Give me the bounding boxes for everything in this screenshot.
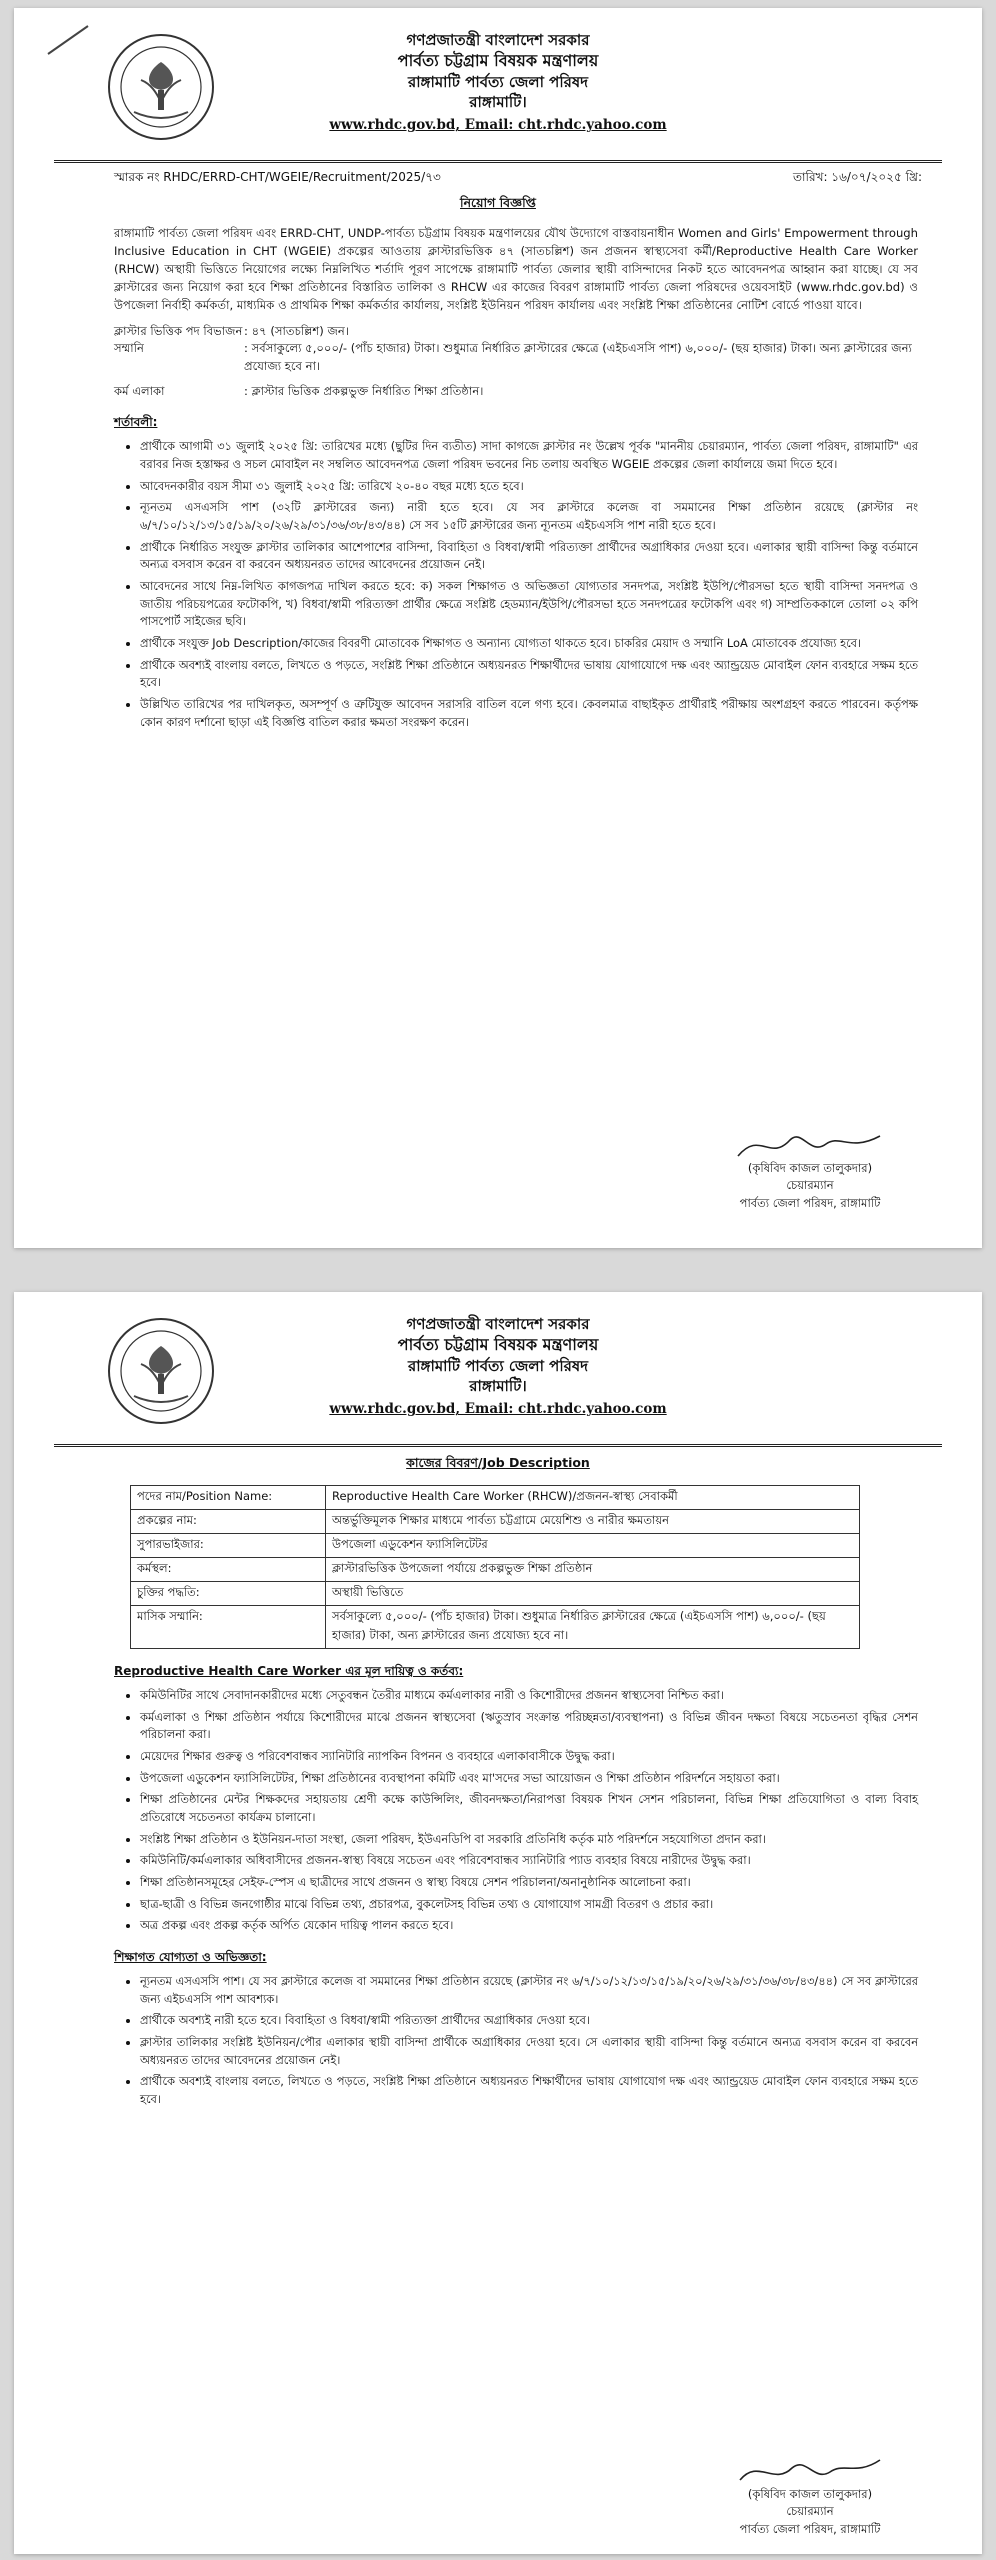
list-item: • কমিউনিটি/কর্মএলাকার অধিবাসীদের প্রজনন-স্বাস্থ্য বিষয়ে সচেতন এবং পরিবেশবান্ধব স্যানিটারি প্যাড ব্যবহার বিষয়ে নারীদের উদ্বুদ্ধ করা।	[140, 1852, 918, 1870]
list-item: • মেয়েদের শিক্ষার গুরুত্ব ও পরিবেশবান্ধব স্যানিটারি ন্যাপকিন বিপনন ও ব্যবহারে এলাকাবাসীকে উদ্বুদ্ধ করা।	[140, 1748, 918, 1766]
list-item: • শিক্ষা প্রতিষ্ঠানের মেন্টর শিক্ষকদের সহায়তায় শ্রেণী কক্ষে কাউন্সিলিং, জীবনদক্ষতা/নিরাপত্তা বিষয়ক শিখন সেশন পরিচালনা, বিভিন্ন শিক্ষা প্রতিযোগিতা ও বাল্য বিবাহ প্রতিরোধে সচেতনতা কার্যক্রম চালানো।	[140, 1791, 918, 1826]
ministry-name: পার্বত্য চট্টগ্রাম বিষয়ক মন্ত্রণালয়	[397, 1335, 599, 1355]
table-key: প্রকল্পের নাম:	[131, 1510, 326, 1534]
list-item: • কমিউনিটির সাথে সেবাদানকারীদের মধ্যে সেতুবন্ধন তৈরীর মাধ্যমে কর্মএলাকার নারী ও কিশোরীদের প্রজনন স্বাস্থ্যসেবা নিশ্চিত করা।	[140, 1687, 918, 1705]
list-item: • ছাত্র-ছাত্রী ও বিভিন্ন জনগোষ্ঠীর মাঝে বিভিন্ন তথ্য, প্রচারপত্র, বুকলেটসহ বিভিন্ন তথ্য ও যোগাযোগ সামগ্রী বিতরণ ও প্রচার করা।	[140, 1896, 918, 1914]
memo-date: তারিখ: ১৬/০৭/২০২৫ খ্রি:	[793, 170, 922, 184]
table-row	[131, 1558, 860, 1582]
letterhead	[14, 8, 982, 158]
list-item: • আবেদনের সাথে নিম্ন-লিখিত কাগজপত্র দাখিল করতে হবে: ক) সকল শিক্ষাগত ও অভিজ্ঞতা যোগ্যতার সনদপত্র, সংশ্লিষ্ট ইউপি/পৌরসভা হতে স্থায়ী বাসিন্দা সনদপত্র ও জাতীয় পরিচয়পত্রের ফটোকপি, খ) বিধবা/স্বামী পরিত্যক্তা প্রার্থীর ক্ষেত্রে সংশ্লিষ্ট হেডম্যান/ইউপি/পৌরসভা হতে সনদপত্রের ফটোকপি এবং গ) সাম্প্রতিককালে তোলা ০২ কপি পাসপোর্ট সাইজের ছবি।	[140, 578, 918, 631]
table-value: অন্তর্ভুক্তিমূলক শিক্ষার মাধ্যমে পার্বত্য চট্টগ্রামে মেয়েশিশু ও নারীর ক্ষমতায়ন	[326, 1510, 860, 1534]
table-value: উপজেলা এডুকেশন ফ্যাসিলিটেটর	[326, 1534, 860, 1558]
list-item: • প্রার্থীকে অবশ্যই বাংলায় বলতে, লিখতে ও পড়তে, সংশ্লিষ্ট শিক্ষা প্রতিষ্ঠানে অধ্যয়নরত শিক্ষার্থীদের ভাষায় যোগাযোগে দক্ষ এবং অ্যান্ড্রয়েড মোবাইল ফোন ব্যবহারে সক্ষম হতে হবে।	[140, 657, 918, 692]
table-key: পদের নাম/Position Name:	[131, 1486, 326, 1510]
govt-name: গণপ্রজাতন্ত্রী বাংলাদেশ সরকার	[406, 31, 590, 49]
list-item: • প্রার্থীকে নির্ধারিত সংযুক্ত ক্লাস্টার তালিকার আশেপাশের বাসিন্দা, বিবাহিতা ও বিধবা/স্বামী পরিত্যক্তা প্রার্থীদের অগ্রাধিকার দেওয়া হবে। এলাকার স্থায়ী বাসিন্দা কিন্তু বর্তমানে অন্যত্র বসবাস করেন বা করবেন অধ্যয়নরত তাদের আবেদনের প্রয়োজন নেই।	[140, 539, 918, 574]
ministry-name: পার্বত্য চট্টগ্রাম বিষয়ক মন্ত্রণালয়	[397, 51, 599, 71]
table-value: ক্লাস্টারভিত্তিক উপজেলা পর্যায়ে প্রকল্পভুক্ত শিক্ষা প্রতিষ্ঠান	[326, 1558, 860, 1582]
job-description-page	[14, 1292, 982, 2554]
list-item: • প্রার্থীকে আগামী ৩১ জুলাই ২০২৫ খ্রি: তারিখের মধ্যে (ছুটির দিন ব্যতীত) সাদা কাগজে ক্লাস্টার নং উল্লেখ পূর্বক "মাননীয় চেয়ারম্যান, পার্বত্য জেলা পরিষদ, রাঙ্গামাটি" এর বরাবর নিজ হস্তাক্ষর ও সচল মোবাইল নং সম্বলিত আবেদনপত্র জেলা পরিষদ ভবনের নিচ তলায় অবস্থিত WGEIE প্রকল্পের জেলা কার্যালয়ে জমা দিতে হবে।	[140, 438, 918, 473]
table-row	[131, 1534, 860, 1558]
header-divider	[54, 160, 942, 163]
signature-block	[730, 2452, 890, 2538]
table-key: মাসিক সম্মানি:	[131, 1606, 326, 1649]
list-item: • প্রার্থীকে সংযুক্ত Job Description/কাজের বিবরণী মোতাবেক শিক্ষাগত ও অন্যান্য যোগ্যতা থাকতে হবে। চাকরির মেয়াদ ও সম্মানি LoA মোতাবেক প্রযোজ্য হবে।	[140, 635, 918, 653]
list-item: • উল্লিখিত তারিখের পর দাখিলকৃত, অসম্পূর্ণ ও ত্রুটিযুক্ত আবেদন সরাসরি বাতিল বলে গণ্য হবে। কেবলমাত্র বাছাইকৃত প্রার্থীরাই পরীক্ষায় অংশগ্রহণ করতে পারবেন। কর্তৃপক্ষ কোন কারণ দর্শানো ছাড়া এই বিজ্ঞপ্তি বাতিল করার ক্ষমতা সংরক্ষণ করেন।	[140, 696, 918, 731]
signatory-office: পার্বত্য জেলা পরিষদ, রাঙ্গামাটি	[739, 2521, 881, 2536]
table-row	[131, 1510, 860, 1534]
notice-intro: রাঙ্গামাটি পার্বত্য জেলা পরিষদ এবং ERRD-CHT, UNDP-পার্বত্য চট্টগ্রাম বিষয়ক মন্ত্রণালয়ের যৌথ উদ্যোগে বাস্তবায়নাধীন Women and Girls' Empowerment through Inclusive Education in CHT (WGEIE) প্রকল্পের আওতায় ক্লাস্টারভিত্তিক ৪৭ (সাতচল্লিশ) জন প্রজনন স্বাস্থ্যসেবা কর্মী/Reproductive Health Care Worker (RHCW) অস্থায়ী ভিত্তিতে নিয়োগের লক্ষ্যে নিম্নলিখিত শর্তাদি পূরণ সাপেক্ষে রাঙ্গামাটি পার্বত্য জেলার স্থায়ী বাসিন্দাদের নিকট হতে আবেদনপত্র আহ্বান করা যাচ্ছে। যে সব ক্লাস্টারের জন্য নিয়োগ করা হবে শিক্ষা প্রতিষ্ঠানের বিস্তারিত তালিকা ও RHCW এর কাজের বিবরণ রাঙ্গামাটি পার্বত্য জেলা পরিষদের ওয়েবসাইট (www.rhdc.gov.bd) ও উপজেলা নির্বাহী কর্মকর্তা, মাধ্যমিক ও প্রাথমিক শিক্ষা কর্মকর্তার কার্যালয়, সংশ্লিষ্ট ইউনিয়ন পরিষদ কার্যালয় এবং সংশ্লিষ্ট শিক্ষা প্রতিষ্ঠানের নোটিশ বোর্ডে পাওয়া যাবে।	[114, 226, 918, 312]
terms-title: শর্তাবলী:	[114, 415, 158, 430]
list-item: • শিক্ষা প্রতিষ্ঠানসমূহের সেইফ-স্পেস এ ছাত্রীদের সাথে প্রজনন ও স্বাস্থ্য বিষয়ে সেশন পরিচালনা/অনানুষ্ঠানিক আলোচনা করা।	[140, 1874, 918, 1892]
table-value: Reproductive Health Care Worker (RHCW)/প্রজনন-স্বাস্থ্য সেবাকর্মী	[326, 1486, 860, 1510]
location: রাঙ্গামাটি।	[469, 1377, 527, 1396]
signature-block	[730, 1126, 890, 1212]
posts-row	[114, 323, 922, 340]
list-item: • ক্লাস্টার তালিকার সংশ্লিষ্ট ইউনিয়ন/পৌর এলাকার স্থায়ী বাসিন্দা প্রার্থীকে অগ্রাধিকার দেওয়া হবে। সে এলাকার স্থায়ী বাসিন্দা কিন্তু বর্তমানে অন্যত্র বসবাস করেন বা করবেন অধ্যয়নরত তাদের আবেদনের প্রয়োজন নেই।	[140, 2034, 918, 2069]
area-label: কর্ম এলাকা	[114, 384, 165, 399]
letterhead	[14, 1292, 982, 1442]
table-row	[131, 1606, 860, 1649]
council-name: রাঙ্গামাটি পার্বত্য জেলা পরিষদ	[407, 72, 589, 91]
list-item: • ন্যূনতম এসএসসি পাশ (৩২টি ক্লাস্টারের জন্য) নারী হতে হবে। যে সব ক্লাস্টারে কলেজ বা সমমানের শিক্ষা প্রতিষ্ঠান রয়েছে (ক্লাস্টার নং ৬/৭/১০/১২/১৩/১৫/১৯/২০/২৬/২৯/৩১/৩৬/৩৮/৪৩/৪৪) সে সব ১৫টি ক্লাস্টারের জন্য ন্যূনতম এইচএসসি পাশ নারী হতে হবে।	[140, 499, 918, 534]
council-name: রাঙ্গামাটি পার্বত্য জেলা পরিষদ	[407, 1356, 589, 1375]
duties-list	[126, 1687, 918, 1935]
district-council-seal-icon	[106, 1316, 216, 1426]
area-row	[114, 383, 922, 400]
list-item: • প্রার্থীকে অবশ্যই বাংলায় বলতে, লিখতে ও পড়তে, সংশ্লিষ্ট শিক্ষা প্রতিষ্ঠানে অধ্যয়নরত শিক্ষার্থীদের ভাষায় যোগাযোগ দক্ষ এবং অ্যান্ড্রয়েড মোবাইল ফোন ব্যবহারে সক্ষম হতে হবে।	[140, 2073, 918, 2108]
signatory-name: (কৃষিবিদ কাজল তালুকদার)	[747, 1161, 873, 1175]
list-item: • অত্র প্রকল্প এবং প্রকল্প কর্তৃক অর্পিত যেকোন দায়িত্ব পালন করতে হবে।	[140, 1917, 918, 1935]
qualification-title: শিক্ষাগত যোগ্যতা ও অভিজ্ঞতা:	[114, 1950, 267, 1965]
memo-number: স্মারক নং RHDC/ERRD-CHT/WGEIE/Recruitment/2025/৭৩	[114, 170, 441, 184]
table-key: সুপারভাইজার:	[131, 1534, 326, 1558]
table-key: কর্মস্থল:	[131, 1558, 326, 1582]
govt-name: গণপ্রজাতন্ত্রী বাংলাদেশ সরকার	[406, 1315, 590, 1333]
posts-value: : ৪৭ (সাতচল্লিশ) জন।	[244, 323, 349, 338]
notice-page	[14, 8, 982, 1248]
table-value: অস্থায়ী ভিত্তিতে	[326, 1582, 860, 1606]
header-divider	[54, 1444, 942, 1447]
notice-title: নিয়োগ বিজ্ঞপ্তি	[460, 195, 536, 210]
table-row	[131, 1582, 860, 1606]
list-item: • সংশ্লিষ্ট শিক্ষা প্রতিষ্ঠান ও ইউনিয়ন-দাতা সংস্থা, জেলা পরিষদ, ইউএনডিপি বা সরকারি প্রতিনিধি কর্তৃক মাঠ পরিদর্শনে সহযোগিতা প্রদান করা।	[140, 1831, 918, 1849]
job-info-table	[130, 1485, 860, 1649]
list-item: • উপজেলা এডুকেশন ফ্যাসিলিটেটর, শিক্ষা প্রতিষ্ঠানের ব্যবস্থাপনা কমিটি এবং মা'সদের সভা আয়োজন ও শিক্ষা প্রতিষ্ঠান পরিদর্শনে সহায়তা করা।	[140, 1770, 918, 1788]
area-value: : ক্লাস্টার ভিত্তিক প্রকল্পভুক্ত নির্ধারিত শিক্ষা প্রতিষ্ঠান।	[244, 384, 484, 399]
list-item: • প্রার্থীকে অবশ্যই নারী হতে হবে। বিবাহিতা ও বিধবা/স্বামী পরিত্যক্তা প্রার্থীদের অগ্রাধিকার দেওয়া হবে।	[140, 2012, 918, 2030]
pay-row	[114, 340, 922, 375]
posts-label: ক্লাস্টার ভিত্তিক পদ বিভাজন	[114, 323, 243, 338]
contact-line[interactable]: www.rhdc.gov.bd, Email: cht.rhdc.yahoo.com	[329, 117, 667, 134]
signatory-office: পার্বত্য জেলা পরিষদ, রাঙ্গামাটি	[739, 1195, 881, 1210]
terms-list	[126, 438, 918, 731]
table-key: চুক্তির পদ্ধতি:	[131, 1582, 326, 1606]
qualification-list	[126, 1973, 918, 2109]
signatory-name: (কৃষিবিদ কাজল তালুকদার)	[747, 2487, 873, 2501]
job-description-title: কাজের বিবরণ/Job Description	[406, 1455, 590, 1470]
district-council-seal-icon	[106, 32, 216, 142]
list-item: • ন্যূনতম এসএসসি পাশ। যে সব ক্লাস্টারে কলেজ বা সমমানের শিক্ষা প্রতিষ্ঠান রয়েছে (ক্লাস্টার নং ৬/৭/১০/১২/১৩/১৫/১৯/২০/২৬/২৯/৩১/৩৬/৩৮/৪৩/৪৪) সে সব ক্লাস্টারের জন্য এইচএসসি পাশ আবশ্যক।	[140, 1973, 918, 2008]
table-value: সর্বসাকুল্যে ৫,০০০/- (পাঁচ হাজার) টাকা। শুধুমাত্র নির্ধারিত ক্লাস্টারের ক্ষেত্রে (এইচএসসি পাশ) ৬,০০০/- (ছয় হাজার) টাকা, অন্য ক্লাস্টারের জন্য প্রযোজ্য হবে না।	[326, 1606, 860, 1649]
contact-line[interactable]: www.rhdc.gov.bd, Email: cht.rhdc.yahoo.com	[329, 1401, 667, 1418]
list-item: • আবেদনকারীর বয়স সীমা ৩১ জুলাই ২০২৫ খ্রি: তারিখে ২০-৪০ বছর মধ্যে হতে হবে।	[140, 478, 918, 496]
pay-value: : সর্বসাকুল্যে ৫,০০০/- (পাঁচ হাজার) টাকা। শুধুমাত্র নির্ধারিত ক্লাস্টারের ক্ষেত্রে (এইচএসসি পাশ) ৬,০০০/- (ছয় হাজার) টাকা। অন্য ক্লাস্টারের জন্য প্রযোজ্য হবে না।	[244, 341, 912, 373]
signatory-designation: চেয়ারম্যান	[786, 1178, 834, 1193]
table-row	[131, 1486, 860, 1510]
signatory-designation: চেয়ারম্যান	[786, 2504, 834, 2519]
location: রাঙ্গামাটি।	[469, 93, 527, 112]
duties-title: Reproductive Health Care Worker এর মূল দায়িত্ব ও কর্তব্য:	[114, 1664, 464, 1678]
list-item: • কর্মএলাকা ও শিক্ষা প্রতিষ্ঠান পর্যায়ে কিশোরীদের মাঝে প্রজনন স্বাস্থ্যসেবা (ঋতুস্রাব সংক্রান্ত পরিচ্ছন্নতা/ব্যবস্থাপনা) ও বিভিন্ন জীবন দক্ষতা বিষয়ে সচেতনতা বৃদ্ধির সেশন পরিচালনা করা।	[140, 1709, 918, 1744]
pay-label: সম্মানি	[114, 341, 144, 356]
